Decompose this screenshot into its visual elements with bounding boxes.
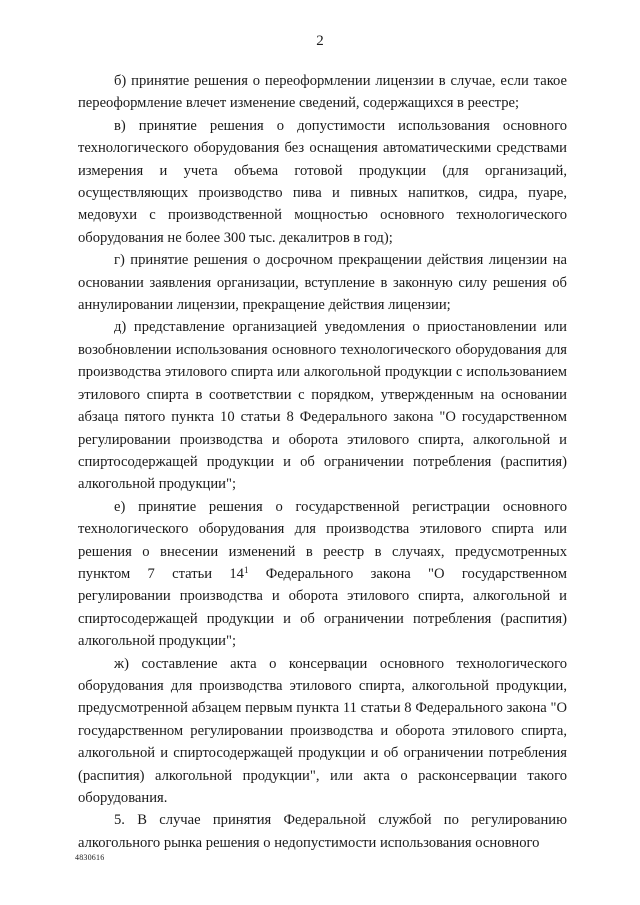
page-number: 2	[316, 33, 324, 49]
paragraph-5: 5. В случае принятия Федеральной службой по регулированию алкогольного рынка решения о недопустимости использования основного	[78, 812, 567, 851]
paragraph-d: д) представление организацией уведомления о приостановлении или возобновлении использования основного технологического оборудования для производства этилового спирта или алкогольной продукции с использованием этилового спирта в соответствии с порядком, утвержденным на основании абзаца пятого пункта 10 статьи 8 Федерального закона "О государственном регулировании производства и оборота этилового спирта, алкогольной и спиртосодержащей продукции и об ограничении потребления (распития) алкогольной продукции";	[78, 319, 567, 493]
paragraph-e-text-end: Федерального закона "О государственном регулировании производства и оборота этилового спирта, алкогольной и спиртосодержащей продукции и об ограничении потребления (распития) алкогольной продукции";	[78, 565, 567, 650]
paragraph-b: б) принятие решения о переоформлении лицензии в случае, если такое переоформление влечет изменение сведений, содержащихся в реестре;	[78, 73, 567, 112]
document-body	[78, 70, 567, 854]
paragraph-e-text-start: е) принятие решения о государственной регистрации основного технологического оборудования для производства этилового спирта или решения о внесении изменений в реестр в случаях, предусмотренных пунктом 7 статьи 14	[78, 498, 567, 582]
document-code: 4830616	[75, 853, 105, 862]
paragraph-g: г) принятие решения о досрочном прекращении действия лицензии на основании заявления организации, вступление в законную силу решения об аннулировании лицензии, прекращение действия лицензии;	[78, 252, 567, 314]
paragraph-e	[78, 496, 567, 653]
paragraph-zh: ж) составление акта о консервации основного технологического оборудования для производства этилового спирта, алкогольной продукции, предусмотренной абзацем первым пункта 11 статьи 8 Федерального закона "О государственном регулировании производства и оборота этилового спирта, алкогольной и спиртосодержащей продукции и об ограничении потребления (распития) алкогольной продукции", или акта о расконсервации такого оборудования.	[78, 655, 567, 806]
paragraph-e-superscript: 1	[243, 564, 249, 575]
paragraph-v: в) принятие решения о допустимости использования основного технологического оборудования без оснащения автоматическими средствами измерения и учета объема готовой продукции (для организаций, осуществляющих производство пива и пивных напитков, сидра, пуаре, медовухи с производственной мощностью основного технологического оборудования не более 300 тыс. декалитров в год);	[78, 117, 567, 246]
